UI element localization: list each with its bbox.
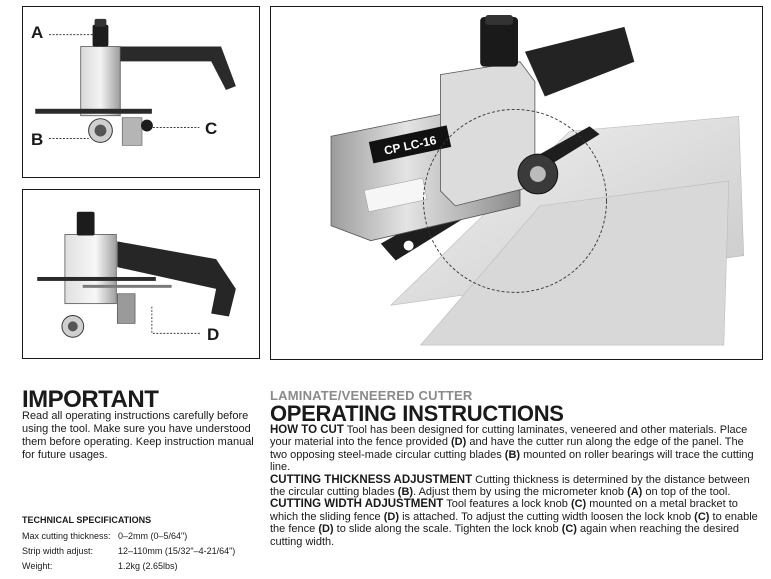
- product-label: CP LC-16: [382, 132, 438, 158]
- spec-label: Weight:: [22, 561, 53, 571]
- spec-row: [22, 546, 272, 558]
- ref-label: (C): [561, 523, 577, 536]
- spec-title: TECHNICAL SPECIFICATIONS: [22, 515, 152, 525]
- callout-c: C: [205, 119, 218, 138]
- ref-label: (D): [451, 436, 467, 449]
- section-text: Tool has been designed for cutting laminates, veneered and other materials. Place your material into the fence provided: [270, 424, 748, 449]
- important-text: Read all operating instructions carefully before using the tool. Make sure you have understood them before operating. Keep instruction manual for future usages.: [22, 410, 254, 461]
- ref-label: (D): [383, 510, 400, 523]
- spec-value: 0–2mm (0–5/64"): [118, 531, 188, 541]
- instructions-title: OPERATING INSTRUCTIONS: [270, 401, 564, 426]
- section-text: mounted on a metal bracket to which the sliding fence: [270, 498, 738, 523]
- section-text: again when reaching the desired cutting width.: [270, 523, 740, 548]
- section-text: . Adjust them by using the micrometer knob: [413, 486, 628, 499]
- section-text: Cutting thickness is determined by the distance between the circular cutting blades: [270, 473, 750, 499]
- section-text: mounted on roller bearings will trace the cutting line.: [270, 448, 754, 474]
- section-heading: HOW TO CUT: [270, 424, 344, 436]
- callout-a: A: [31, 23, 44, 42]
- callout-b: B: [31, 130, 44, 149]
- section-how-to-cut: [270, 424, 762, 474]
- spec-label: Max cutting thickness:: [22, 531, 111, 541]
- tool-front-illustration: [23, 7, 259, 177]
- ref-label: (A): [627, 486, 643, 499]
- spec-row: [22, 531, 272, 543]
- tool-photo-front: [22, 6, 260, 178]
- ref-label: (C): [694, 510, 710, 523]
- spec-value: 12–110mm (15/32"–4-21/64"): [118, 546, 236, 556]
- tool-photo-side: [22, 189, 260, 359]
- callout-d: D: [207, 325, 220, 344]
- section-text: to enable the fence: [270, 510, 758, 536]
- section-text: and have the cutter run along the edge of the panel. The two opposing steel-made circular cutting blades: [270, 436, 744, 461]
- section-text: to slide along the scale. Tighten the lock knob: [333, 523, 562, 536]
- section-text: on top of the tool.: [642, 486, 731, 499]
- instructions-body: [270, 424, 762, 548]
- tool-photo-in-use: [270, 6, 763, 360]
- section-heading: CUTTING THICKNESS ADJUSTMENT: [270, 473, 473, 486]
- ref-label: (B): [397, 486, 414, 499]
- spec-row: [22, 561, 272, 573]
- tool-in-use-illustration: [271, 7, 762, 359]
- product-subtitle: LAMINATE/VENEERED CUTTER: [270, 388, 473, 403]
- ref-label: (C): [570, 498, 587, 511]
- section-heading: CUTTING WIDTH ADJUSTMENT: [270, 498, 444, 511]
- section-text: is attached. To adjust the cutting width loosen the lock knob: [399, 510, 695, 523]
- spec-label: Strip width adjust:: [22, 546, 94, 556]
- spec-value: 1.2kg (2.65lbs): [118, 561, 178, 571]
- section-thickness: [270, 474, 762, 499]
- tool-side-illustration: [23, 190, 259, 358]
- section-width: [270, 498, 762, 548]
- section-text: Tool features a lock knob: [443, 498, 571, 511]
- important-title: IMPORTANT: [22, 386, 159, 413]
- ref-label: (B): [504, 448, 521, 461]
- ref-label: (D): [318, 523, 334, 536]
